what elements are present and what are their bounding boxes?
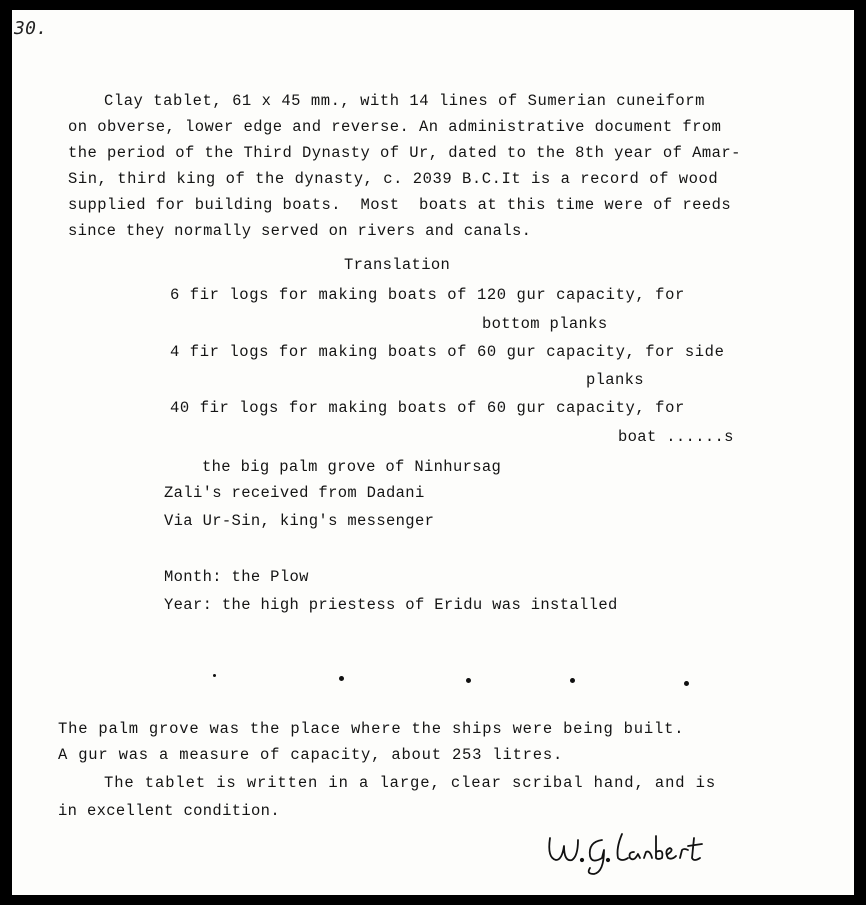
translation-line-9: Via Ur-Sin, king's messenger	[164, 512, 435, 530]
description-line-2: on obverse, lower edge and reverse. An administrative document from	[68, 118, 722, 136]
signature-scribble	[544, 828, 714, 876]
translation-line-8: Zali's received from Dadani	[164, 484, 425, 502]
notes-line-1: The palm grove was the place where the ships were being built.	[58, 720, 685, 738]
translation-line-3: 4 fir logs for making boats of 60 gur capacity, for side	[170, 343, 725, 361]
notes-line-2: A gur was a measure of capacity, about 253 litres.	[58, 746, 564, 764]
translation-line-4: planks	[586, 371, 644, 389]
page-number: 30.	[14, 18, 48, 39]
translation-line-5: 40 fir logs for making boats of 60 gur capacity, for	[170, 399, 685, 417]
document-page	[12, 10, 854, 895]
translation-line-11: Year: the high priestess of Eridu was installed	[164, 596, 618, 614]
description-line-6: since they normally served on rivers and canals.	[68, 222, 532, 240]
separator-dot	[213, 674, 216, 677]
description-line-4: Sin, third king of the dynasty, c. 2039 B.C.It is a record of wood	[68, 170, 719, 188]
signature	[544, 828, 714, 876]
separator-dot	[339, 676, 344, 681]
translation-line-2: bottom planks	[482, 315, 608, 333]
separator-dot	[684, 681, 689, 686]
translation-line-6: boat ......s	[618, 428, 734, 446]
translation-line-1: 6 fir logs for making boats of 120 gur capacity, for	[170, 286, 685, 304]
description-line-1: Clay tablet, 61 x 45 mm., with 14 lines of Sumerian cuneiform	[104, 92, 705, 110]
translation-line-7: the big palm grove of Ninhursag	[202, 458, 502, 476]
notes-line-3: The tablet is written in a large, clear scribal hand, and is	[104, 774, 717, 792]
description-line-3: the period of the Third Dynasty of Ur, dated to the 8th year of Amar-	[68, 144, 741, 162]
translation-line-10: Month: the Plow	[164, 568, 309, 586]
notes-line-4: in excellent condition.	[58, 802, 280, 820]
description-line-5: supplied for building boats. Most boats at this time were of reeds	[68, 196, 732, 214]
separator-dot	[570, 678, 575, 683]
translation-heading: Translation	[344, 256, 451, 274]
separator-dot	[466, 678, 471, 683]
